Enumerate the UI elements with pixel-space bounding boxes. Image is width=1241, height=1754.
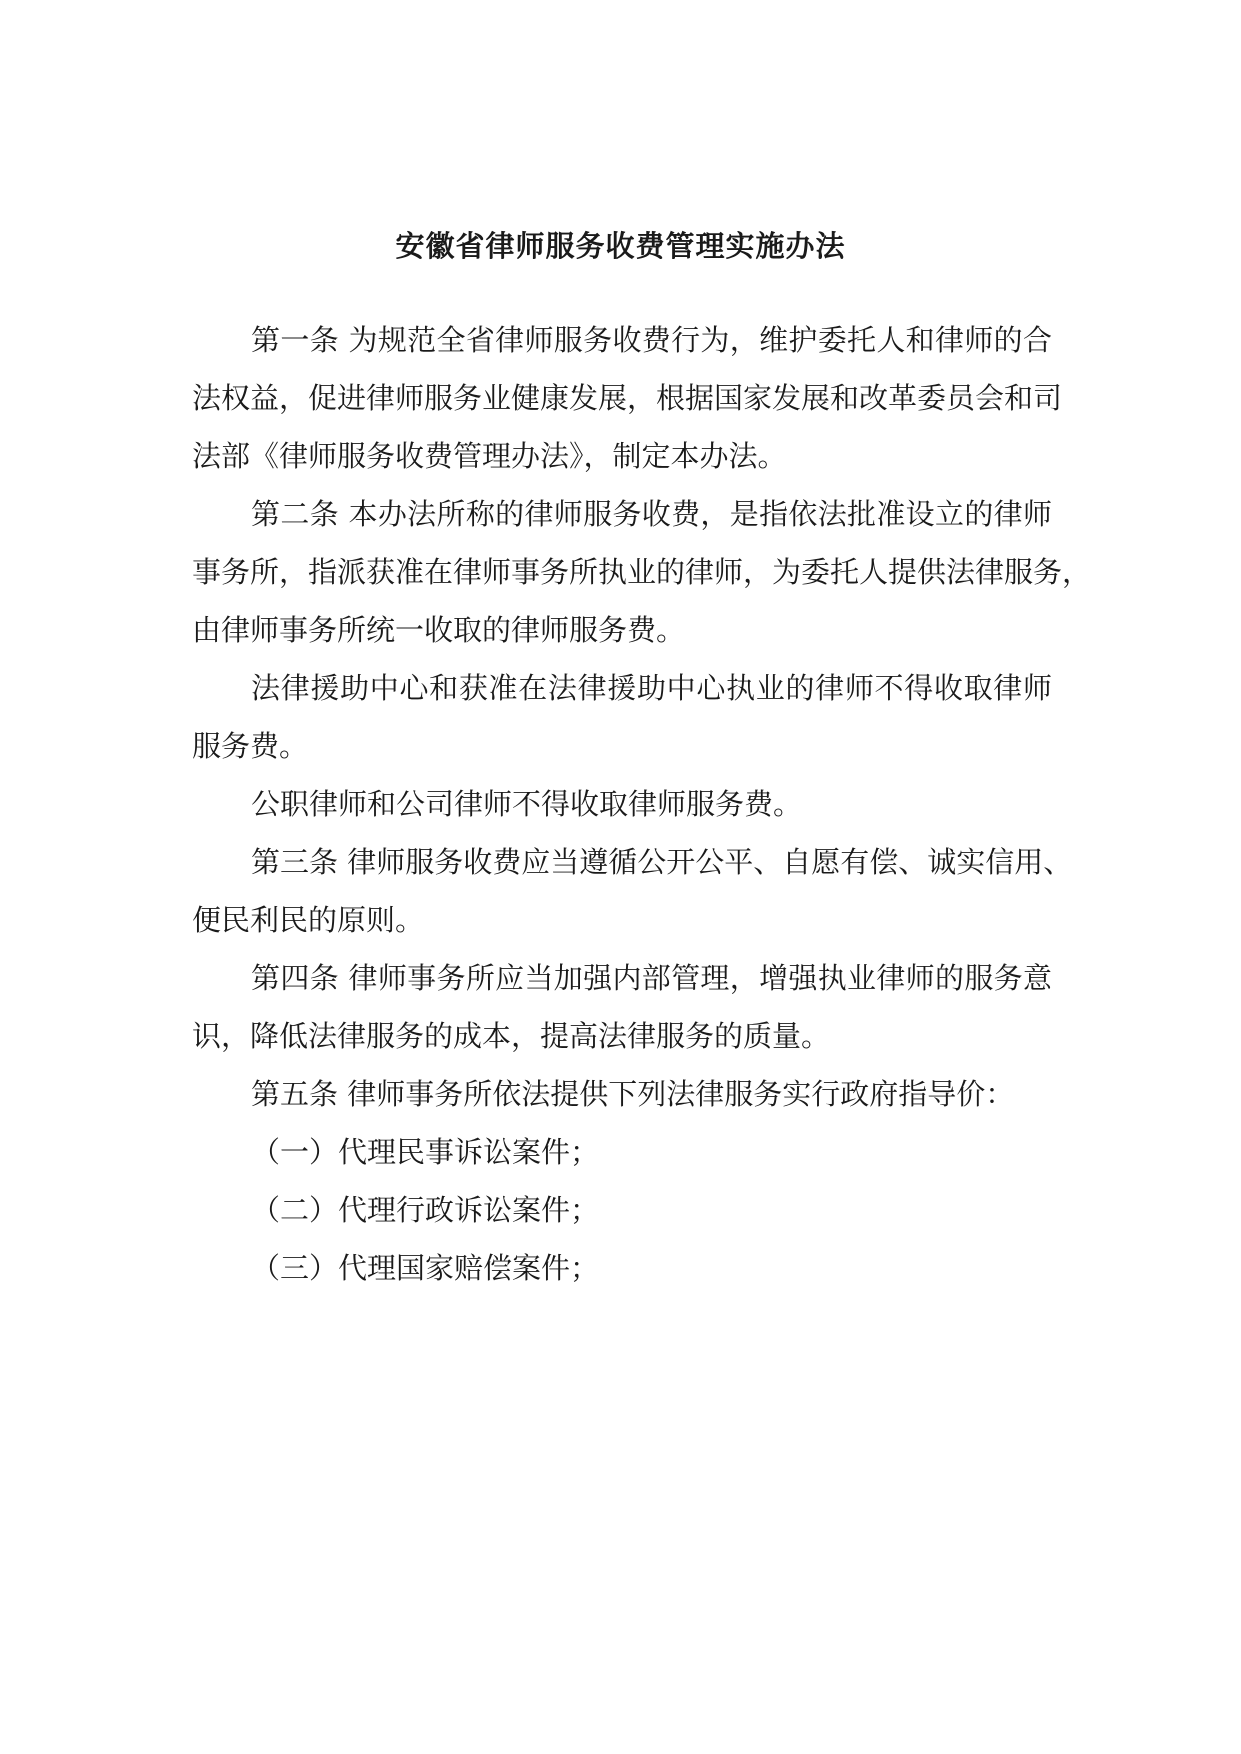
article-3-line-2: 便民利民的原则。 — [192, 903, 425, 937]
article-2-line-3: 由律师事务所统一收取的律师服务费。 — [192, 613, 686, 647]
article-5-line-1: 第五条 律师事务所依法提供下列法律服务实行政府指导价： — [251, 1077, 1015, 1111]
article-1-line-2: 法权益，促进律师服务业健康发展，根据国家发展和改革委员会和司 — [192, 381, 1063, 415]
document-title: 安徽省律师服务收费管理实施办法 — [395, 229, 846, 263]
article-2-line-1: 第二条 本办法所称的律师服务收费，是指依法批准设立的律师 — [251, 497, 1052, 531]
article-3-line-1: 第三条 律师服务收费应当遵循公开公平、自愿有偿、诚实信用、 — [251, 845, 1073, 879]
article-2-para-2-line-1: 法律援助中心和获准在法律援助中心执业的律师不得收取律师 — [251, 671, 1052, 705]
list-item-3: （三）代理国家赔偿案件； — [251, 1251, 600, 1285]
article-4-line-1: 第四条 律师事务所应当加强内部管理，增强执业律师的服务意 — [251, 961, 1052, 995]
article-4-line-2: 识，降低法律服务的成本，提高法律服务的质量。 — [192, 1019, 831, 1053]
article-1-line-3: 法部《律师服务收费管理办法》，制定本办法。 — [192, 439, 787, 473]
article-2-para-3: 公职律师和公司律师不得收取律师服务费。 — [251, 787, 803, 821]
article-1-line-1: 第一条 为规范全省律师服务收费行为，维护委托人和律师的合 — [251, 323, 1052, 357]
list-item-2: （二）代理行政诉讼案件； — [251, 1193, 600, 1227]
article-2-line-2: 事务所，指派获准在律师事务所执业的律师，为委托人提供法律服务， — [192, 555, 1092, 589]
article-2-para-2-line-2: 服务费。 — [192, 729, 309, 763]
list-item-1: （一）代理民事诉讼案件； — [251, 1135, 600, 1169]
